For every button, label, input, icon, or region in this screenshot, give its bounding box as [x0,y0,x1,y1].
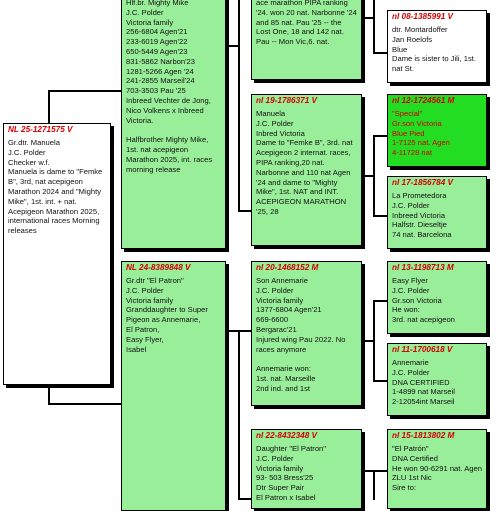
ssd-ring-number: nl 08-1385991 V [392,12,453,21]
sire-sire-card [251,0,362,80]
dam-ring-number: NL 24-8389848 V [126,263,191,272]
sds-ring-number: nl 12-1724561 M [392,96,455,105]
dam-sire-card [251,261,362,406]
sire-dam-card [251,94,362,246]
ssd-card [387,10,487,83]
dam-dam-card [251,429,362,509]
dsd-card [387,343,487,416]
sdd-card [387,176,487,249]
dss-info: Easy Flyer J.C. Polder Gr.son Victoria He won: 3rd. nat acepigeon [392,276,455,325]
dss-card [387,261,487,334]
sds-card [387,94,487,167]
dam-dam-info: Daughter "El Patron" J.C. Polder Victoria family 93- 503 Bress'25 Dtr Super Pair El Patron x Isabel [256,444,326,502]
dam-card [121,261,226,511]
sdd-info: La Prometedora J.C. Polder Inbreed Victoria Halfstr. Dieseltje 74 nat. Barcelona [392,191,452,240]
dam-sire-info: Son Annemarie J.C. Polder Victoria family 1377-6804 Agen'21 669-6600 Bergarac'21 Injured wing Pau 2022. No races anymore Annemarie won: 1st. nat. Marseille 2nd ind. and 1st [256,276,346,393]
dds-card [387,429,487,509]
sire-card [121,0,226,249]
subject-card [3,123,111,385]
dss-ring-number: nl 13-1198713 M [392,263,454,272]
sds-info: "Special" Gr.son Victoria Blue Pied 1-7125 nat. Agen 4-11728 nat [392,109,450,158]
sdd-ring-number: nl 17-1856784 V [392,178,453,187]
ssd-info: dtr. Montardoffer Jan Roelofs Blue Dame is sister to Jili, 1st. nat St. [392,25,476,74]
dam-info: Gr.dtr "El Patron" J.C. Polder Victoria family Granddaughter to Super Pigeon as Annemarie, El Patron, Easy Flyer, Isabel [126,276,208,354]
sire-info: Hlf.br. Mighty Mike J.C. Polder Victoria family 256-6804 Agen'21 233-6019 Agen'22 650-5449 Agen'23 831-5862 Narbon'23 1281-5266 Agen '24 241-2855 Marseil'24 703-3503 Pau '25 Inbreed Vechter de Jong, Nico Volkens x Inbreed Victoria. Halfbrother Mighty Mike, 1st. nat acepigeon Marathon 2025, int. races morning release [126,0,213,174]
dsd-info: Annemarie J.C. Polder DNA CERTIFIED 1-4899 nat Marseil 2-12054int Marseil [392,358,455,407]
dds-ring-number: nl 15-1813802 M [392,431,455,440]
dds-info: "El Patrón" DNA Certified He won 90-6291 nat. Agen ZLU 1st Nic Sire to: [392,444,482,493]
dam-dam-ring-number: nl 22-8432348 V [256,431,317,440]
sire-dam-ring-number: nl 19-1786371 V [256,96,317,105]
sire-sire-info: ace marathon PIPA ranking '24. won 20 nat. Narbonne '24 and 85 nat. Pau '25 -- the Lost One, 18 and 142 nat. Pau -- Mon Vic,6. nat. [256,0,357,47]
dsd-ring-number: nl 11-1700618 V [392,345,453,354]
subject-ring-number: NL 25-1271575 V [8,125,73,134]
subject-info: Gr.dtr. Manuela J.C. Polder Checker w.f. Manuela is dame to "Femke B", 3rd, nat acepigeon Marathon 2024 and "Mighty Mike", 1st. int. + nat. Acepigeon Marathon 2025, international races Morning releases [8,138,103,236]
sire-dam-info: Manuela J.C. Polder Inbred Victoria Dame to "Femke B", 3rd. nat Acepigeon 2 internat. races, PIPA ranking,20 nat. Narbonne and 110 nat Agen '24 and dame to "Mighty Mike", 1st. NAT and INT. ACEPIGEON MARATHON '25, 28 [256,109,353,216]
dam-sire-ring-number: nl 20-1468152 M [256,263,319,272]
